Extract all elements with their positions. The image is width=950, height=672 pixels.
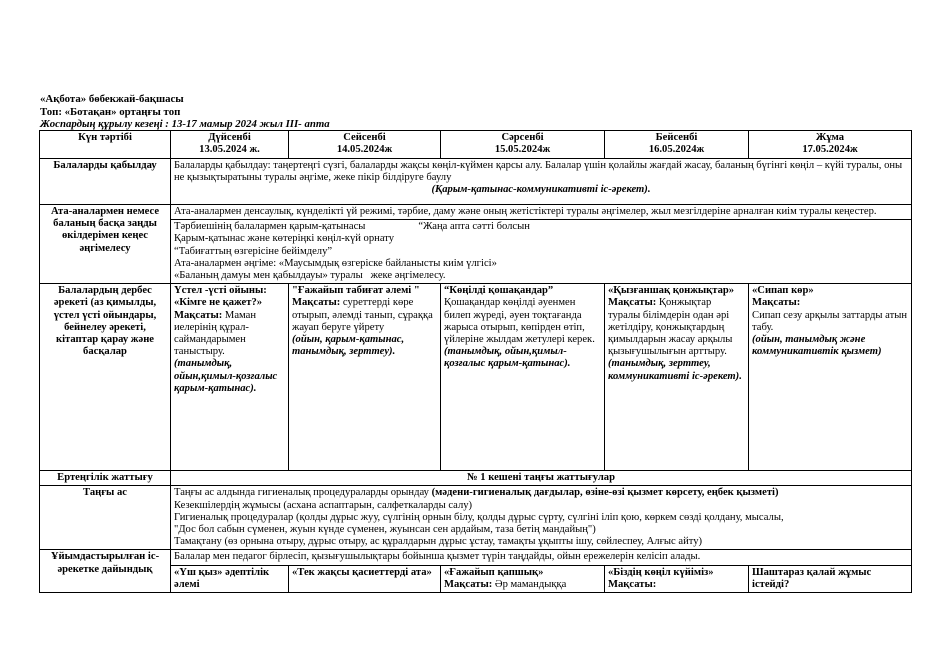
reception-note: (Қарым-қатынас-коммуникативті іс-әрекет).	[431, 184, 651, 196]
prep-friday: Шаштараз қалай жұмыс істейді?	[749, 565, 912, 592]
activity-goal: Сипап сезу арқылы заттарды атын табу.	[752, 309, 908, 333]
parents-line: Ата-аналармен әңгіме: «Маусымдық өзгеріске байланысты киім үлгісі»	[174, 257, 497, 269]
activity-title: "Ғажайып табиғат әлемі "	[292, 285, 420, 297]
breakfast-line: Кезекшілердің жұмысы (асхана аспаптарын, салфеткаларды салу)	[174, 499, 473, 511]
table-row-parents-details	[40, 220, 912, 284]
header-day-tuesday: Сейсенбі 14.05.2024ж	[289, 131, 441, 159]
header-day-monday: Дүйсенбі 13.05.2024 ж.	[171, 131, 289, 159]
activity-friday	[749, 284, 912, 471]
breakfast-line: Таңғы ас алдында гигиеналық процедураларды орындау (мәдени-гигиеналық дағдылар, өзіне-өзі қызмет көрсету, еңбек қызметі)	[174, 487, 779, 499]
prep-wednesday: «Ғажайып қапшық» Мақсаты: Әр мамандыққа	[441, 565, 605, 592]
table-header-row	[40, 131, 912, 159]
plan-period: Жоспардың құрылу кезеңі : 13-17 мамыр 2024 жыл ІІІ- апта	[40, 118, 330, 130]
activity-tag: (танымдық, зерттеу, коммуникативті іс-әрекет).	[608, 358, 742, 382]
activity-thursday	[605, 284, 749, 471]
document-header	[40, 93, 330, 131]
reception-text: Балаларды қабылдау: таңертеңгі сүзгі, балаларды жақсы көңіл-күймен қарсы алу. Балалар үшін қолайлы жағдай жасау, баланың бүгінгі көңіл – күйі туралы, оны не қызықтыратыны туралы әңгіме, жеке пікір білдіруге баулу	[174, 160, 903, 184]
activity-monday	[171, 284, 289, 471]
header-regime: Күн тәртібі	[40, 131, 171, 159]
activity-wednesday	[441, 284, 605, 471]
prep-content: Балалар мен педагог бірлесіп, қызығушылықтары бойынша қызмет түрін таңдайды, ойын ережелерін келісіп алады.	[171, 550, 912, 565]
reception-content	[171, 159, 912, 205]
row-label-prep: Ұйымдастырылған іс-әрекетке дайындық	[40, 550, 171, 593]
row-label-activity: Балалардың дербес әрекеті (аз қимылды, үстел үсті ойындары, бейнелеу әрекеті, кітаптар қарау және басқалар	[40, 284, 171, 471]
prep-tuesday: «Тек жақсы қасиеттерді ата»	[289, 565, 441, 592]
parents-line: «Баланың дамуы мен қабылдауы» туралы жеке әңгімелесу.	[174, 270, 446, 282]
activity-goal: Қошақандар көңілді әуенмен билеп жүреді, әуен тоқтағанда жарыса отырып, көпірден өтіп, үйлеріне жылдам жетулері керек.	[444, 297, 595, 346]
header-day-friday: Жұма 17.05.2024ж	[749, 131, 912, 159]
header-day-thursday: Бейсенбі 16.05.2024ж	[605, 131, 749, 159]
activity-title: «Қызғаншақ қонжықтар»	[608, 285, 735, 297]
breakfast-line: Гигиеналық процедуралар (қолды дұрыс жуу, сүлгінің орнын білу, қолды дұрыс сүрту, сүлгіні іліп қою, көркем сөзді қолдану, мысалы,	[174, 511, 784, 523]
goal-label: Мақсаты:	[292, 297, 341, 309]
activity-tag: (ойын, танымдық және коммуникативтік қызмет)	[752, 334, 882, 358]
activity-title: «Сипап көр»	[752, 285, 814, 297]
prep-monday: «Үш қыз» әдептілік әлемі	[171, 565, 289, 592]
header-day-wednesday: Сәрсенбі 15.05.2024ж	[441, 131, 605, 159]
table-row-breakfast	[40, 486, 912, 550]
parents-advice: Ата-аналармен денсаулық, күнделікті үй режимі, тәрбие, даму және оның жетістіктері туралы әңгімелер, жыл мезгілдеріне арналған киім туралы кеңестер.	[171, 205, 912, 220]
table-row-prep	[40, 550, 912, 565]
table-row-parents	[40, 205, 912, 220]
prep-thursday: «Біздің көңіл күйіміз» Мақсаты:	[605, 565, 749, 592]
activity-title: Үстел -үсті ойыны: «Кімге не қажет?»	[174, 285, 267, 309]
activity-goal: Қонжықтар туралы білімдерін одан әрі жетілдіру, қонжықтардың қимылдарын жасау арқылы қызығушылығын арттыру.	[608, 297, 733, 358]
table-row-prep-days	[40, 565, 912, 592]
activity-goal: Маман иелерінің құрал-саймандарымен таныстыру.	[174, 309, 257, 358]
goal-label: Мақсаты:	[752, 297, 801, 309]
row-label-reception: Балаларды қабылдау	[40, 159, 171, 205]
activity-tag: (танымдық, ойын,қимыл- қозғалыс қарым-қатынас).	[444, 346, 571, 370]
activity-tuesday	[289, 284, 441, 471]
breakfast-line: Тамақтану (өз орнына отыру, дұрыс отыру, ас құралдарын дұрыс ұстау, тамақты ұқыпты ішу, сөйлеспеу, Алғыс айту)	[174, 536, 703, 548]
table-row-exercise	[40, 471, 912, 486]
table-row-activity	[40, 284, 912, 471]
goal-label: Мақсаты:	[174, 309, 223, 321]
parents-line: Қарым-қатынас және көтеріңкі көңіл-күй орнату	[174, 233, 395, 245]
weekly-plan-table	[39, 130, 912, 593]
activity-title: “Көңілді қошақандар”	[444, 285, 554, 297]
activity-tag: (танымдық, ойын,қимыл-қозғалыс қарым-қатынас).	[174, 358, 278, 394]
row-label-exercise: Ертеңгілік жаттығу	[40, 471, 171, 486]
parents-line: “Табиғаттың өзгерісіне бейімделу”	[174, 245, 333, 257]
parents-details	[171, 220, 912, 284]
table-row-reception	[40, 159, 912, 205]
breakfast-content	[171, 486, 912, 550]
exercise-content: № 1 кешені таңғы жаттығулар	[171, 471, 912, 486]
activity-tag: (ойын, қарым-қатынас, танымдық, зерттеу).	[292, 334, 405, 358]
row-label-parents: Ата-аналармен немесе баланың басқа заңды өкілдерімен кеңес әңгімелесу	[40, 205, 171, 284]
breakfast-line: "Дос бол сабын сүменен, жуын күнде сүменен, жуынсан сен ардайым, таза бетің мандайың")	[174, 524, 596, 536]
group-name: Топ: «Ботақан» ортаңғы топ	[40, 105, 181, 118]
parents-line: Тәрбиешінің балалармен қарым-қатынасы “Жаңа апта сәтті болсын	[174, 221, 530, 233]
activity-goal: суреттерді көре отырып, әлемді танып, сұраққа жауап беруге үйрету	[292, 297, 433, 333]
row-label-breakfast: Таңғы ас	[40, 486, 171, 550]
kindergarten-name: «Ақбота» бөбекжай-бақшасы	[40, 93, 184, 105]
goal-label: Мақсаты:	[608, 297, 657, 309]
